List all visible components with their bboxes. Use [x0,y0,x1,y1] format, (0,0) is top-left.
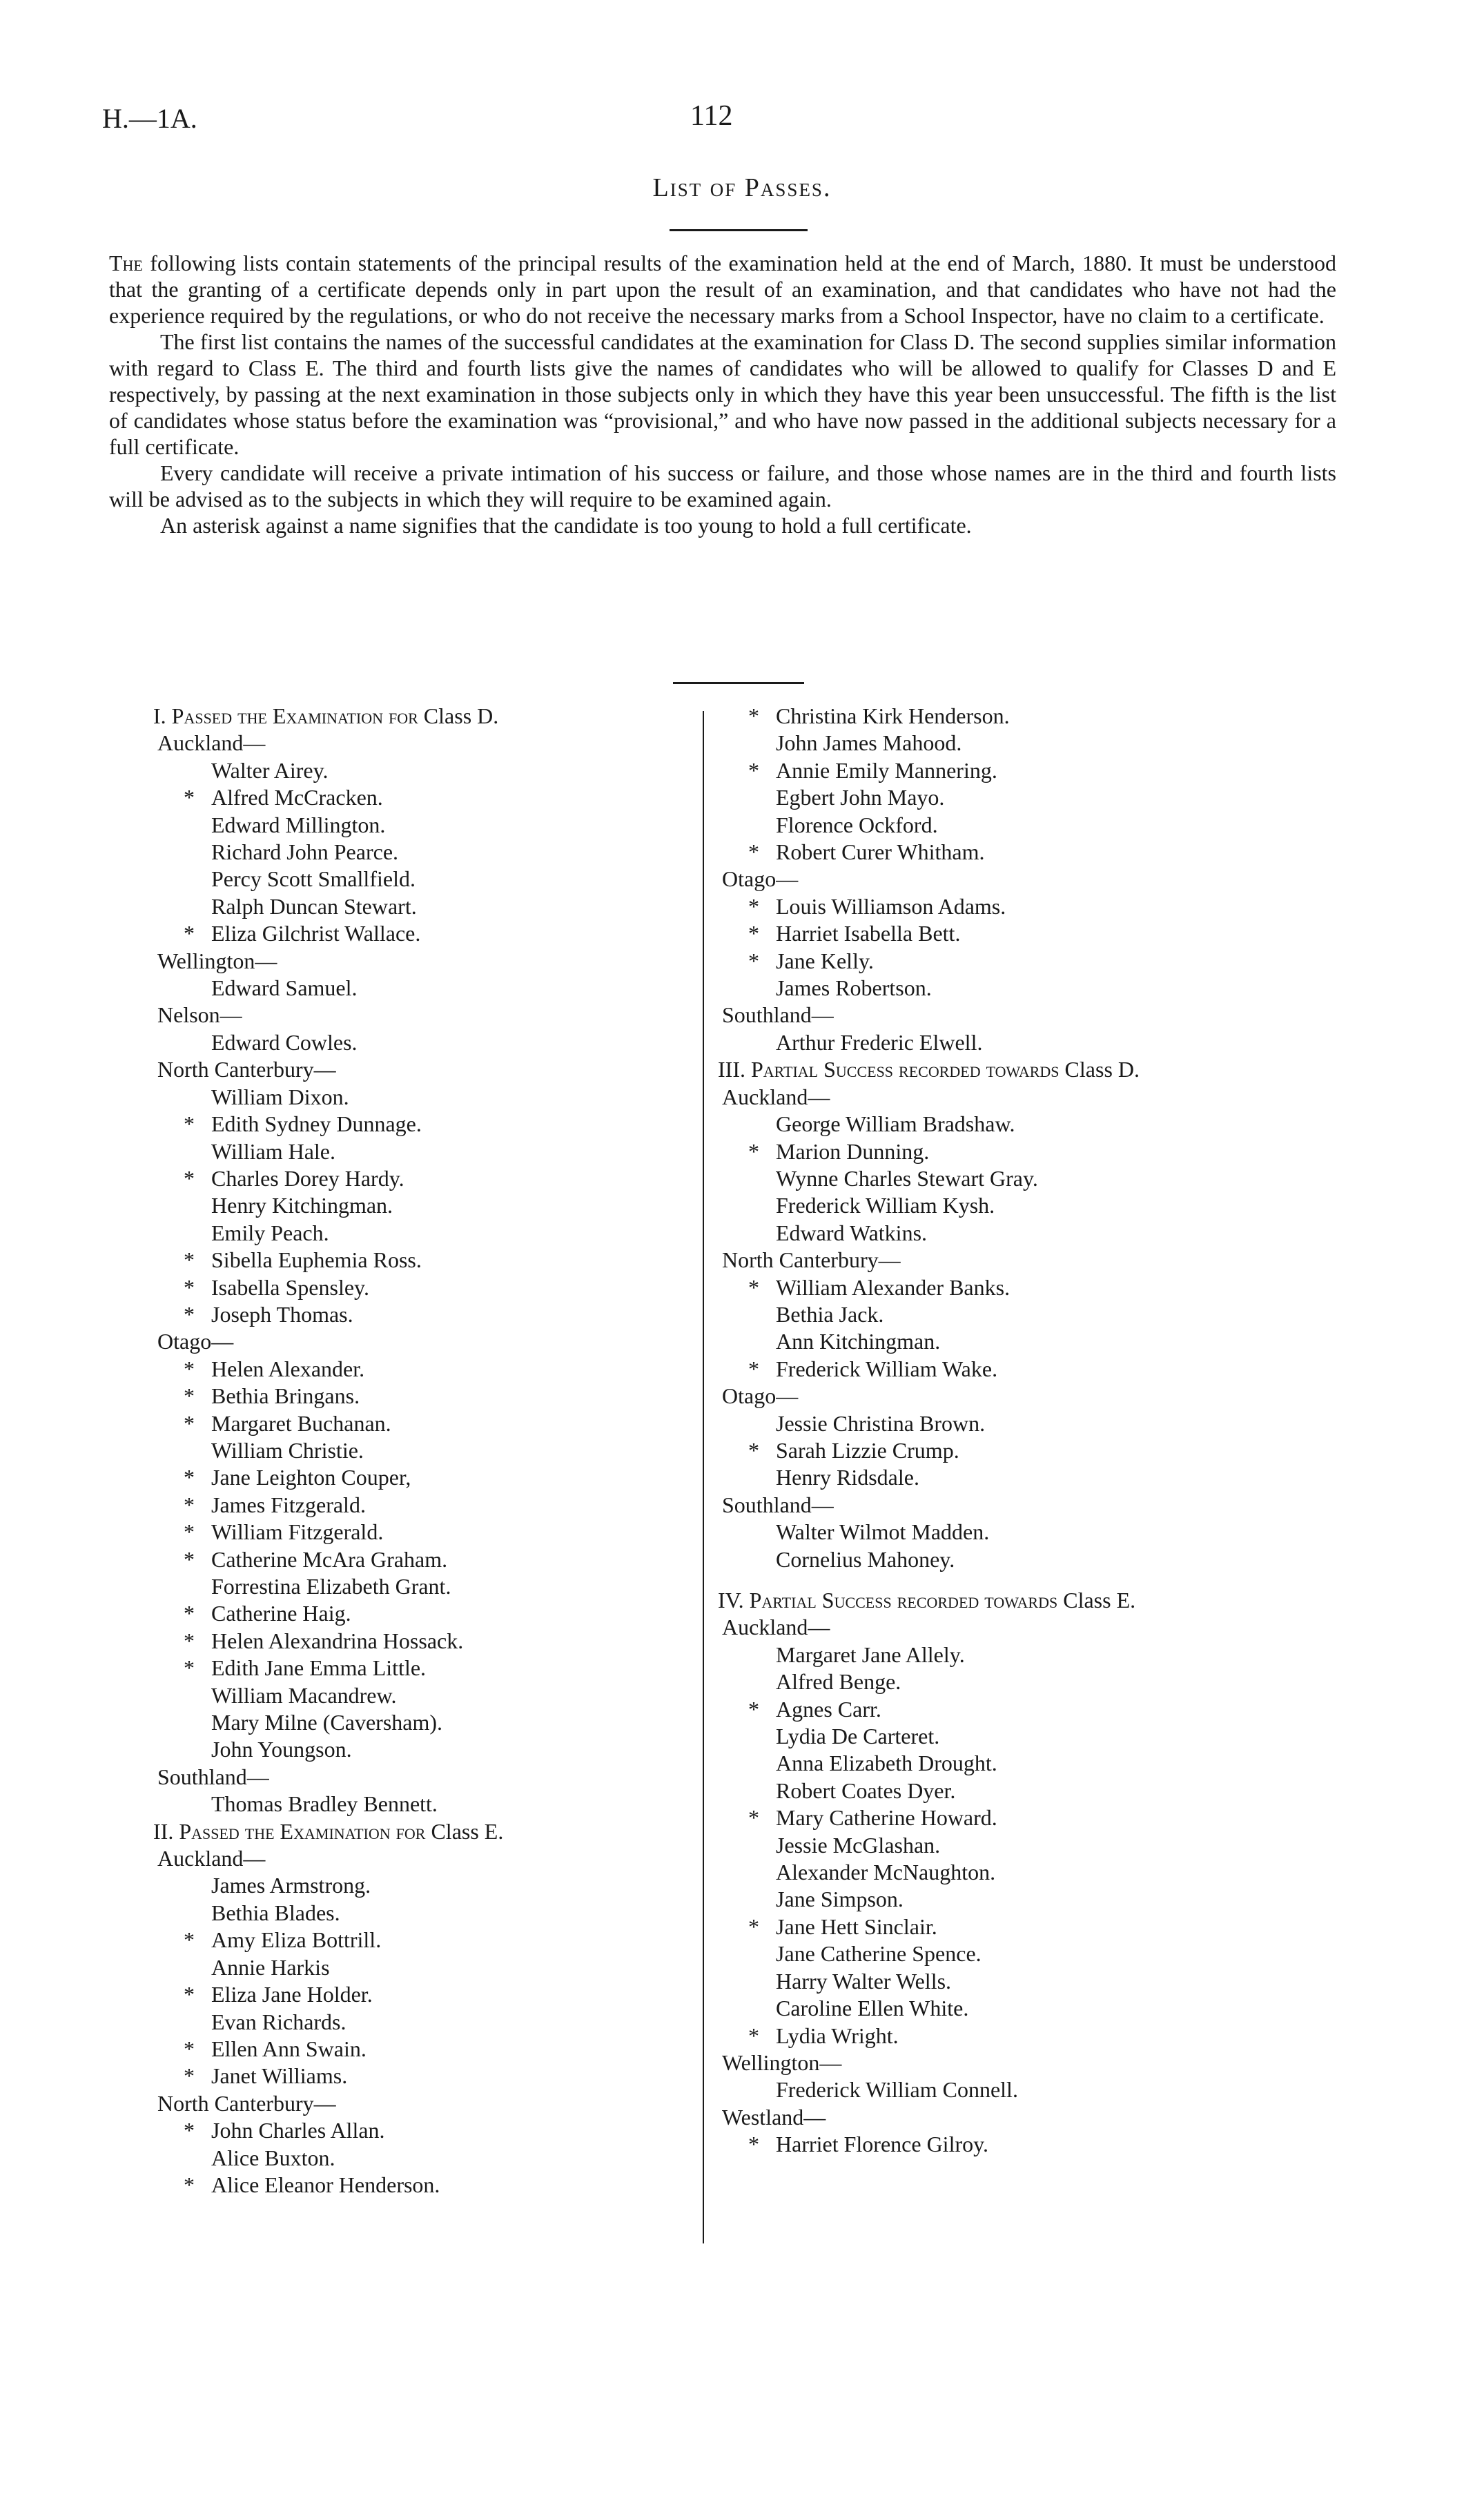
candidate-name: Harriet Florence Gilroy. [776,2132,989,2157]
asterisk-mark: * [184,1519,195,1545]
candidate-name: John Charles Allan. [211,2118,385,2143]
list-item [718,2023,1360,2049]
list-item [718,948,1360,975]
candidate-name: Edward Millington. [211,812,386,837]
left-column [153,703,705,2199]
section-gap [718,1573,1360,1587]
asterisk-mark: * [184,2172,195,2197]
list-item [153,1709,705,1736]
list-item [153,1084,705,1111]
list-item [718,1410,1360,1437]
intro-rule [673,682,804,684]
candidate-name: Sarah Lizzie Crump. [776,1437,959,1463]
list-item [718,1274,1360,1301]
candidate-name: Agnes Carr. [776,1696,881,1722]
candidate-name: James Armstrong. [211,1873,371,1898]
candidate-name: Christina Kirk Henderson. [776,703,1010,728]
list-item [153,1301,705,1328]
asterisk-mark: * [184,1546,195,1572]
section-text: Passed the Examination for [171,703,418,728]
list-item [718,1804,1360,1831]
title-rule [670,229,808,231]
list-item [153,1138,705,1165]
region-heading: Wellington— [157,948,277,973]
asterisk-mark: * [184,1655,195,1681]
candidate-name: Lydia De Carteret. [776,1724,940,1749]
asterisk-mark: * [748,2023,759,2048]
list-item [718,1138,1360,1165]
list-item [153,2009,705,2036]
list-item [153,866,705,893]
region-heading: Otago— [722,866,799,892]
section-class: Class E. [1063,1588,1136,1613]
candidate-name: Jessie Christina Brown. [776,1410,986,1436]
region-heading: Wellington— [722,2049,842,2075]
section-text: Partial Success recorded towards [749,1588,1058,1613]
intro-paragraph-2: The first list contains the names of the successful candidates at the examination for Class D. The second supplies similar information with regard to Class E. The third and fourth lists give the names of candidates who will be allowed to qualify for Classes D and E respectively, by passing at the next examination in those subjects only in which they have this year been unsuccessful. The fifth is the list of candidates whose status before the examination was “provisional,” and who have now passed in the additional subjects necessary for a full certificate. [109,329,1336,459]
candidate-name: Bethia Blades. [211,1900,340,1925]
candidate-name: Jessie McGlashan. [776,1832,941,1858]
candidate-name: Robert Curer Whitham. [776,839,985,865]
asterisk-mark: * [748,757,759,783]
asterisk-mark: * [184,1465,195,1490]
list-item [718,1913,1360,1940]
candidate-name: George William Bradshaw. [776,1111,1015,1137]
list-item [718,1642,1360,1668]
candidate-name: William Macandrew. [211,1682,397,1708]
list-item [153,1546,705,1573]
candidate-name: Louis Williamson Adams. [776,893,1006,919]
region-heading: North Canterbury— [157,1057,336,1082]
candidate-name: Alexander McNaughton. [776,1860,996,1885]
list-item [153,1736,705,1763]
list-item [718,2076,1360,2103]
section-heading [718,1056,1360,1083]
list-item [718,893,1360,920]
section-number: II. [153,1818,174,1844]
section-number: III. [718,1057,745,1082]
document-reference: H.—1A. [102,103,197,134]
region-heading: Southland— [722,1002,834,1028]
candidate-name: Mary Milne (Caversham). [211,1710,443,1735]
candidate-name: Edith Sydney Dunnage. [211,1111,422,1137]
list-item [153,1927,705,1954]
list-item [153,1655,705,1682]
asterisk-mark: * [748,2132,759,2157]
candidate-name: Marion Dunning. [776,1138,930,1164]
candidate-name: Walter Wilmot Madden. [776,1519,990,1545]
region-heading: Westland— [722,2104,826,2130]
list-item [153,1954,705,1981]
candidate-name: Jane Hett Sinclair. [776,1913,937,1939]
candidate-name: Anna Elizabeth Drought. [776,1751,997,1776]
asterisk-mark: * [748,948,759,973]
candidate-name: Frederick William Kysh. [776,1193,995,1218]
section-number: I. [153,703,166,728]
intro-paragraph-3: Every candidate will receive a private intimation of his success or failure, and those whose names are in the third and fourth lists will be advised as to the subjects in which they will require to be examined again. [109,460,1336,512]
list-item [718,920,1360,947]
candidate-name: Jane Simpson. [776,1887,904,1912]
candidate-name: Ralph Duncan Stewart. [211,893,417,919]
candidate-name: Catherine McAra Graham. [211,1546,448,1572]
list-item [153,1410,705,1437]
section-class: Class D. [1064,1057,1140,1082]
asterisk-mark: * [184,1356,195,1381]
list-item [153,1111,705,1138]
list-item [153,1981,705,2008]
asterisk-mark: * [184,1383,195,1409]
asterisk-mark: * [748,1913,759,1939]
candidate-name: Arthur Frederic Elwell. [776,1029,983,1055]
region-heading: Auckland— [722,1615,830,1640]
list-item [718,1750,1360,1777]
list-item [153,1900,705,1927]
column-divider [703,711,704,2243]
candidate-name: Edward Samuel. [211,975,358,1001]
list-item [153,1247,705,1274]
candidate-name: Eliza Jane Holder. [211,1982,373,2007]
candidate-name: William Hale. [211,1138,335,1164]
region-heading: Auckland— [157,730,266,756]
candidate-name: William Fitzgerald. [211,1519,384,1545]
list-item [718,1859,1360,1886]
candidate-name: Robert Coates Dyer. [776,1778,956,1803]
candidate-name: Walter Airey. [211,757,329,783]
candidate-name: Thomas Bradley Bennett. [211,1791,438,1817]
list-item [153,2172,705,2199]
candidate-name: Margaret Buchanan. [211,1410,391,1436]
asterisk-mark: * [748,893,759,919]
candidate-name: Forrestina Elizabeth Grant. [211,1574,451,1599]
list-item [718,1968,1360,1995]
asterisk-mark: * [748,1805,759,1831]
list-item [153,757,705,784]
candidate-name: James Fitzgerald. [211,1492,366,1517]
list-item [153,1437,705,1464]
list-item [153,1682,705,1709]
list-item [153,784,705,811]
candidate-name: Frederick William Connell. [776,2077,1018,2103]
asterisk-mark: * [184,2118,195,2143]
list-item [718,1356,1360,1383]
candidate-name: Edward Cowles. [211,1029,358,1055]
candidate-name: Ann Kitchingman. [776,1329,941,1354]
candidate-name: Alice Eleanor Henderson. [211,2172,440,2197]
list-item [718,1437,1360,1464]
list-item [718,1111,1360,1138]
list-item [718,1546,1360,1573]
asterisk-mark: * [184,1927,195,1953]
asterisk-mark: * [184,1982,195,2007]
list-item [718,1723,1360,1750]
candidate-name: Edith Jane Emma Little. [211,1655,427,1681]
list-item [718,1778,1360,1804]
list-item [153,2063,705,2090]
candidate-name: Frederick William Wake. [776,1356,998,1381]
list-item [718,1668,1360,1695]
asterisk-mark: * [748,1138,759,1164]
list-item [153,1519,705,1546]
list-item [153,1600,705,1627]
list-item [153,1029,705,1056]
section-text: Passed the Examination for [179,1818,426,1844]
candidate-name: Henry Ridsdale. [776,1465,919,1490]
list-item [718,1696,1360,1723]
asterisk-mark: * [184,1628,195,1653]
page-number: 112 [690,100,733,132]
list-item [718,1192,1360,1219]
candidate-name: John Youngson. [211,1737,352,1762]
list-item [718,1464,1360,1491]
list-item [718,784,1360,811]
candidate-name: Bethia Jack. [776,1301,884,1327]
list-item [718,1519,1360,1546]
candidate-name: Margaret Jane Allely. [776,1642,965,1667]
list-item [153,2036,705,2063]
candidate-name: Janet Williams. [211,2063,348,2089]
list-item [718,757,1360,784]
candidate-name: Bethia Bringans. [211,1383,360,1409]
asterisk-mark: * [184,1410,195,1436]
candidate-name: Wynne Charles Stewart Gray. [776,1165,1038,1191]
intro-lead-word: The [109,251,143,275]
list-item [153,1192,705,1219]
list-item [153,812,705,839]
asterisk-mark: * [184,1492,195,1517]
region-heading: Southland— [157,1764,269,1789]
candidate-name: Harry Walter Wells. [776,1968,952,1994]
region-heading: Nelson— [157,1002,242,1028]
list-item [153,839,705,866]
candidate-name: Mary Catherine Howard. [776,1805,997,1831]
candidate-name: Alfred Benge. [776,1669,901,1695]
section-heading [153,703,705,730]
candidate-name: Amy Eliza Bottrill. [211,1927,382,1953]
list-item [153,893,705,920]
candidate-name: James Robertson. [776,975,932,1001]
section-class: Class E. [431,1818,504,1844]
candidate-name: Jane Kelly. [776,948,874,973]
candidate-name: Annie Emily Mannering. [776,757,997,783]
candidate-name: Emily Peach. [211,1220,329,1245]
list-item [153,975,705,1002]
section-number: IV. [718,1588,744,1613]
candidate-name: Harriet Isabella Bett. [776,921,961,946]
list-item [718,703,1360,730]
list-item [153,1165,705,1192]
list-item [153,1220,705,1247]
candidate-name: Jane Leighton Couper, [211,1465,411,1490]
candidate-name: Richard John Pearce. [211,839,399,865]
candidate-name: Henry Kitchingman. [211,1193,393,1218]
list-item [153,1573,705,1600]
section-heading [153,1818,705,1845]
asterisk-mark: * [748,703,759,728]
list-item [153,1356,705,1383]
candidate-name: Annie Harkis [211,1954,330,1980]
list-item [718,1940,1360,1967]
list-item [718,812,1360,839]
intro-paragraph-4: An asterisk against a name signifies that the candidate is too young to hold a full certificate. [160,513,972,538]
list-item [153,1464,705,1491]
asterisk-mark: * [748,839,759,865]
region-heading: Otago— [157,1329,234,1354]
candidate-name: Egbert John Mayo. [776,785,945,810]
list-item [718,2131,1360,2158]
intro-text [109,250,1336,538]
asterisk-mark: * [184,2063,195,2089]
list-item [153,1383,705,1410]
candidate-name: Charles Dorey Hardy. [211,1165,404,1191]
candidate-name: Caroline Ellen White. [776,1996,969,2021]
section-heading [718,1587,1360,1614]
right-column [718,703,1360,2159]
candidate-name: Cornelius Mahoney. [776,1546,955,1572]
section-text: Partial Success recorded towards [750,1057,1060,1082]
asterisk-mark: * [748,1437,759,1463]
candidate-name: Edward Watkins. [776,1220,928,1245]
list-item [153,920,705,947]
list-item [718,1886,1360,1913]
asterisk-mark: * [184,1274,195,1300]
candidate-name: William Dixon. [211,1084,349,1109]
list-item [718,1328,1360,1355]
list-item [718,1995,1360,2022]
asterisk-mark: * [184,785,195,810]
list-item [153,2117,705,2144]
candidate-name: William Christie. [211,1437,364,1463]
candidate-name: Ellen Ann Swain. [211,2036,367,2061]
candidate-name: Helen Alexandrina Hossack. [211,1628,464,1653]
asterisk-mark: * [184,1247,195,1273]
region-heading: Otago— [722,1383,799,1409]
list-item [718,730,1360,757]
candidate-name: Helen Alexander. [211,1356,365,1381]
asterisk-mark: * [184,1111,195,1137]
list-item [718,975,1360,1002]
list-item [718,1029,1360,1056]
intro-paragraph-1 [109,250,1336,329]
region-heading: North Canterbury— [722,1247,901,1273]
candidate-name: Sibella Euphemia Ross. [211,1247,422,1273]
candidate-name: William Alexander Banks. [776,1274,1011,1300]
region-heading: Southland— [722,1492,834,1517]
candidate-name: Lydia Wright. [776,2023,899,2048]
candidate-name: Joseph Thomas. [211,1301,353,1327]
candidate-name: Eliza Gilchrist Wallace. [211,921,421,946]
list-item [153,1791,705,1818]
region-heading: Auckland— [157,1846,266,1871]
list-item [718,1832,1360,1859]
asterisk-mark: * [184,1301,195,1327]
candidate-name: John James Mahood. [776,730,962,756]
section-class: Class D. [423,703,499,728]
candidate-name: Alfred McCracken. [211,785,383,810]
list-item [718,1220,1360,1247]
region-heading: Auckland— [722,1084,830,1109]
list-item [718,1165,1360,1192]
asterisk-mark: * [748,1274,759,1300]
list-item [153,1872,705,1899]
candidate-name: Isabella Spensley. [211,1274,369,1300]
asterisk-mark: * [748,921,759,946]
candidate-name: Percy Scott Smallfield. [211,866,416,892]
region-heading: North Canterbury— [157,2090,336,2116]
asterisk-mark: * [748,1696,759,1722]
list-item [153,1628,705,1655]
candidate-name: Alice Buxton. [211,2145,335,2170]
asterisk-mark: * [184,1601,195,1626]
candidate-name: Jane Catherine Spence. [776,1941,982,1967]
candidate-name: Evan Richards. [211,2009,346,2034]
list-item [718,839,1360,866]
candidate-name: Catherine Haig. [211,1601,351,1626]
intro-paragraph-1-rest: following lists contain statements of the principal results of the examination held at the end of March, 1880. It must be understood that the granting of a certificate depends only in part upon the result of an examination, and that candidates who have not had the experience required by the regulations, or who do not receive the necessary marks from a School Inspector, have no claim to a certificate. [109,251,1336,328]
page-title: List of Passes. [652,173,832,202]
asterisk-mark: * [184,921,195,946]
asterisk-mark: * [748,1356,759,1381]
candidate-name: Florence Ockford. [776,812,938,837]
list-item [153,1492,705,1519]
asterisk-mark: * [184,2036,195,2061]
list-item [153,1274,705,1301]
list-item [718,1301,1360,1328]
asterisk-mark: * [184,1165,195,1191]
list-item [153,2145,705,2172]
